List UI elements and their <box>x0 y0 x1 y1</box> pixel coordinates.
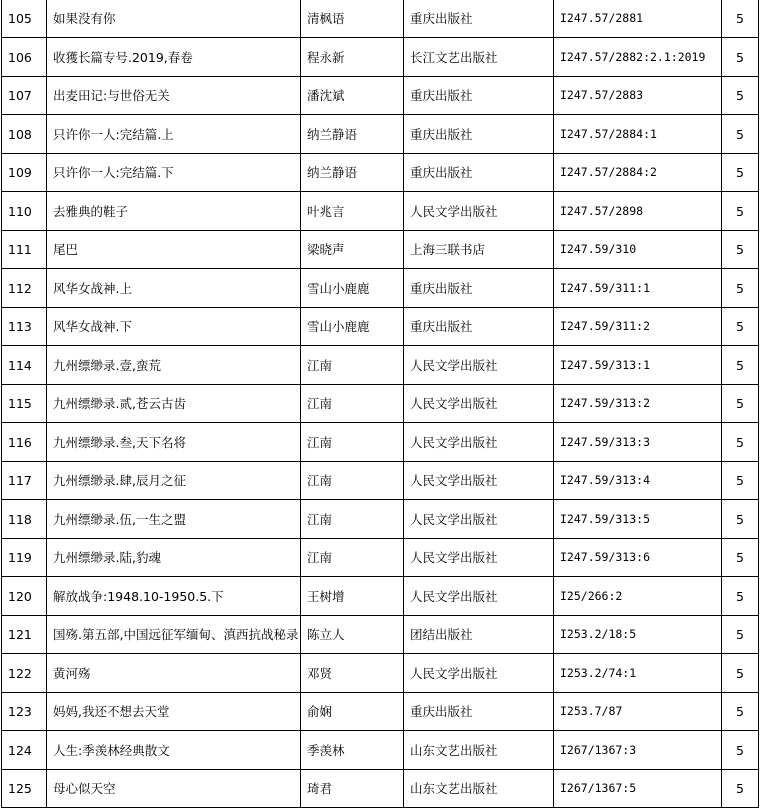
cell-number: 108 <box>2 115 47 154</box>
cell-number: 121 <box>2 616 47 654</box>
cell-author: 纳兰静语 <box>301 115 404 154</box>
cell-call-number: I247.59/313:1 <box>554 346 722 385</box>
table-row <box>2 231 759 269</box>
cell-author: 江南 <box>301 423 404 462</box>
cell-number: 110 <box>2 192 47 231</box>
cell-author: 清枫语 <box>301 0 404 38</box>
table-row <box>2 423 759 462</box>
book-list-table <box>1 0 759 808</box>
cell-number: 119 <box>2 539 47 577</box>
cell-author: 雪山小鹿鹿 <box>301 269 404 308</box>
cell-quantity: 5 <box>722 693 759 731</box>
cell-number: 125 <box>2 770 47 808</box>
cell-number: 112 <box>2 269 47 308</box>
cell-quantity: 5 <box>722 154 759 192</box>
cell-call-number: I247.57/2898 <box>554 192 722 231</box>
cell-quantity: 5 <box>722 346 759 385</box>
table-row <box>2 577 759 616</box>
table-row <box>2 0 759 38</box>
cell-quantity: 5 <box>722 231 759 269</box>
cell-title: 黄河殇 <box>47 654 301 693</box>
cell-author: 邓贤 <box>301 654 404 693</box>
cell-call-number: I247.59/313:3 <box>554 423 722 462</box>
cell-publisher: 重庆出版社 <box>404 115 554 154</box>
cell-publisher: 山东文艺出版社 <box>404 731 554 770</box>
cell-number: 113 <box>2 308 47 346</box>
cell-title: 解放战争:1948.10-1950.5.下 <box>47 577 301 616</box>
cell-number: 118 <box>2 500 47 539</box>
cell-publisher: 重庆出版社 <box>404 308 554 346</box>
cell-quantity: 5 <box>722 38 759 77</box>
cell-publisher: 人民文学出版社 <box>404 500 554 539</box>
cell-publisher: 人民文学出版社 <box>404 192 554 231</box>
cell-quantity: 5 <box>722 423 759 462</box>
cell-title: 妈妈,我还不想去天堂 <box>47 693 301 731</box>
cell-title: 九州缥缈录.陆,豹魂 <box>47 539 301 577</box>
cell-title: 只许你一人:完结篇.上 <box>47 115 301 154</box>
cell-author: 俞娴 <box>301 693 404 731</box>
cell-publisher: 重庆出版社 <box>404 693 554 731</box>
cell-title: 九州缥缈录.贰,苍云古齿 <box>47 385 301 423</box>
cell-number: 116 <box>2 423 47 462</box>
cell-title: 出麦田记:与世俗无关 <box>47 77 301 115</box>
cell-call-number: I247.57/2884:1 <box>554 115 722 154</box>
cell-number: 111 <box>2 231 47 269</box>
cell-publisher: 重庆出版社 <box>404 77 554 115</box>
cell-call-number: I247.59/310 <box>554 231 722 269</box>
cell-author: 江南 <box>301 385 404 423</box>
table-row <box>2 654 759 693</box>
cell-call-number: I267/1367:5 <box>554 770 722 808</box>
cell-call-number: I253.2/74:1 <box>554 654 722 693</box>
cell-author: 纳兰静语 <box>301 154 404 192</box>
cell-author: 江南 <box>301 539 404 577</box>
cell-title: 九州缥缈录.壹,蛮荒 <box>47 346 301 385</box>
cell-publisher: 人民文学出版社 <box>404 385 554 423</box>
cell-title: 九州缥缈录.叁,天下名将 <box>47 423 301 462</box>
table-row <box>2 500 759 539</box>
cell-author: 王树增 <box>301 577 404 616</box>
cell-call-number: I267/1367:3 <box>554 731 722 770</box>
cell-title: 如果没有你 <box>47 0 301 38</box>
cell-call-number: I253.2/18:5 <box>554 616 722 654</box>
table-row <box>2 154 759 192</box>
cell-publisher: 人民文学出版社 <box>404 539 554 577</box>
cell-call-number: I247.57/2883 <box>554 77 722 115</box>
cell-quantity: 5 <box>722 731 759 770</box>
cell-publisher: 重庆出版社 <box>404 0 554 38</box>
table-row <box>2 346 759 385</box>
cell-publisher: 人民文学出版社 <box>404 346 554 385</box>
cell-call-number: I247.59/313:5 <box>554 500 722 539</box>
cell-quantity: 5 <box>722 269 759 308</box>
cell-author: 雪山小鹿鹿 <box>301 308 404 346</box>
cell-quantity: 5 <box>722 0 759 38</box>
cell-author: 叶兆言 <box>301 192 404 231</box>
cell-call-number: I247.59/313:4 <box>554 462 722 500</box>
cell-author: 江南 <box>301 346 404 385</box>
cell-publisher: 长江文艺出版社 <box>404 38 554 77</box>
cell-title: 收獲长篇专号.2019,春卷 <box>47 38 301 77</box>
cell-author: 季羡林 <box>301 731 404 770</box>
cell-title: 去雅典的鞋子 <box>47 192 301 231</box>
cell-publisher: 上海三联书店 <box>404 231 554 269</box>
cell-title: 尾巴 <box>47 231 301 269</box>
cell-quantity: 5 <box>722 77 759 115</box>
cell-title: 风华女战神.上 <box>47 269 301 308</box>
cell-quantity: 5 <box>722 308 759 346</box>
cell-title: 九州缥缈录.肆,辰月之征 <box>47 462 301 500</box>
cell-call-number: I253.7/87 <box>554 693 722 731</box>
cell-call-number: I247.57/2882:2.1:2019 <box>554 38 722 77</box>
cell-publisher: 人民文学出版社 <box>404 654 554 693</box>
cell-author: 梁晓声 <box>301 231 404 269</box>
cell-call-number: I247.57/2881 <box>554 0 722 38</box>
table-row <box>2 308 759 346</box>
cell-quantity: 5 <box>722 654 759 693</box>
cell-quantity: 5 <box>722 385 759 423</box>
cell-call-number: I247.59/313:2 <box>554 385 722 423</box>
cell-title: 九州缥缈录.伍,一生之盟 <box>47 500 301 539</box>
cell-quantity: 5 <box>722 462 759 500</box>
cell-call-number: I25/266:2 <box>554 577 722 616</box>
cell-number: 115 <box>2 385 47 423</box>
cell-call-number: I247.57/2884:2 <box>554 154 722 192</box>
cell-call-number: I247.59/311:2 <box>554 308 722 346</box>
cell-title: 国殇.第五部,中国远征军缅甸、滇西抗战秘录 <box>47 616 301 654</box>
cell-author: 陈立人 <box>301 616 404 654</box>
cell-number: 122 <box>2 654 47 693</box>
cell-quantity: 5 <box>722 539 759 577</box>
table-row <box>2 770 759 808</box>
cell-quantity: 5 <box>722 770 759 808</box>
cell-publisher: 人民文学出版社 <box>404 423 554 462</box>
cell-title: 风华女战神.下 <box>47 308 301 346</box>
cell-number: 107 <box>2 77 47 115</box>
cell-number: 106 <box>2 38 47 77</box>
table-row <box>2 462 759 500</box>
cell-quantity: 5 <box>722 192 759 231</box>
cell-author: 潘沈斌 <box>301 77 404 115</box>
table-row <box>2 385 759 423</box>
cell-publisher: 人民文学出版社 <box>404 577 554 616</box>
cell-quantity: 5 <box>722 616 759 654</box>
table-row <box>2 38 759 77</box>
cell-quantity: 5 <box>722 500 759 539</box>
cell-publisher: 重庆出版社 <box>404 269 554 308</box>
cell-author: 江南 <box>301 462 404 500</box>
cell-call-number: I247.59/311:1 <box>554 269 722 308</box>
cell-publisher: 人民文学出版社 <box>404 462 554 500</box>
cell-author: 琦君 <box>301 770 404 808</box>
table-row <box>2 539 759 577</box>
cell-author: 江南 <box>301 500 404 539</box>
cell-number: 124 <box>2 731 47 770</box>
cell-title: 只许你一人:完结篇.下 <box>47 154 301 192</box>
cell-quantity: 5 <box>722 577 759 616</box>
cell-title: 人生:季羡林经典散文 <box>47 731 301 770</box>
cell-number: 109 <box>2 154 47 192</box>
cell-title: 母心似天空 <box>47 770 301 808</box>
table-row <box>2 77 759 115</box>
cell-publisher: 团结出版社 <box>404 616 554 654</box>
cell-publisher: 重庆出版社 <box>404 154 554 192</box>
table-row <box>2 115 759 154</box>
cell-number: 120 <box>2 577 47 616</box>
cell-publisher: 山东文艺出版社 <box>404 770 554 808</box>
cell-number: 105 <box>2 0 47 38</box>
cell-call-number: I247.59/313:6 <box>554 539 722 577</box>
table-row <box>2 616 759 654</box>
cell-quantity: 5 <box>722 115 759 154</box>
book-list-body <box>2 0 759 808</box>
cell-number: 123 <box>2 693 47 731</box>
table-row <box>2 693 759 731</box>
cell-number: 117 <box>2 462 47 500</box>
table-row <box>2 731 759 770</box>
cell-number: 114 <box>2 346 47 385</box>
table-row <box>2 269 759 308</box>
cell-author: 程永新 <box>301 38 404 77</box>
table-row <box>2 192 759 231</box>
